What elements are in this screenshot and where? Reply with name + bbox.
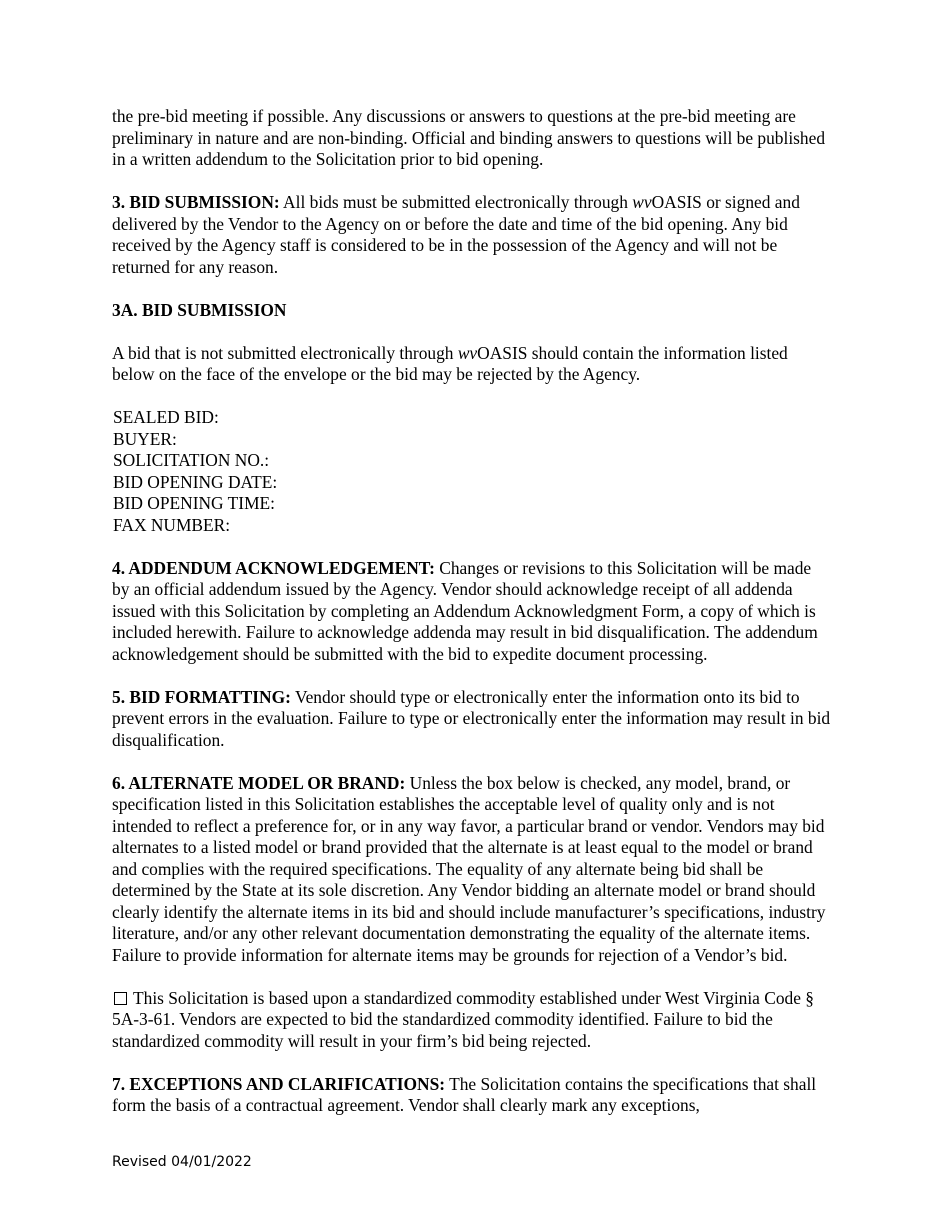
- standardized-commodity-text: This Solicitation is based upon a standardized commodity established under West Virginia Code § 5A-3-61. Vendors are expected to bid the standardized commodity identified. Failure to bid the standardized commodity will result in your firm’s bid being rejected.: [112, 987, 814, 1051]
- bid-submission-3a-heading: 3A. BID SUBMISSION: [112, 299, 287, 320]
- bid-formatting-section: [112, 687, 832, 752]
- bid-submission-3a-text-a: A bid that is not submitted electronically through: [112, 342, 458, 363]
- addendum-acknowledgement-text: Changes or revisions to this Solicitation will be made by an official addendum issued by the Agency. Vendor should acknowledge receipt of all addenda issued with this Solicitation by completing an Addendum Acknowledgment Form, a copy of which is included herewith. Failure to acknowledge addenda may result in bid disqualification. The addendum acknowledgement should be submitted with the bid to expedite document processing.: [112, 557, 818, 664]
- revised-date-footer: Revised 04/01/2022: [112, 1154, 252, 1170]
- bid-submission-section: [112, 192, 832, 278]
- exceptions-heading: 7. EXCEPTIONS AND CLARIFICATIONS:: [112, 1073, 446, 1094]
- alternate-model-text: Unless the box below is checked, any model, brand, or specification listed in this Solicitation establishes the acceptable level of quality only and is not intended to reflect a preference for, or in any way favor, a particular brand or vendor. Vendors may bid alternates to a listed model or brand provided that the alternate is at least equal to the model or brand and complies with the required specifications. The equality of any alternate being bid shall be determined by the State at its sole discretion. Any Vendor bidding an alternate model or brand should clearly identify the alternate items in its bid and should include manufacturer’s specifications, industry literature, and/or any other relevant documentation demonstrating the equality of the alternate items. Failure to provide information for alternate items may be grounds for rejection of a Vendor’s bid.: [112, 772, 826, 965]
- document-page: [112, 106, 832, 1138]
- bid-submission-text-b: OASIS or signed and delivered by the Vendor to the Agency on or before the date and time of the bid opening. Any bid received by the Agency staff is considered to be in the possession of the Agency and will not be returned for any reason.: [112, 192, 800, 277]
- bid-formatting-text: Vendor should type or electronically enter the information onto its bid to prevent errors in the evaluation. Failure to type or electronically enter the information may result in bid disqualification.: [112, 686, 831, 750]
- bid-submission-3a-text-b: OASIS should contain the information listed below on the face of the envelope or the bid may be rejected by the Agency.: [112, 342, 788, 384]
- field-sealed-bid: SEALED BID:: [113, 407, 219, 427]
- field-fax-number: FAX NUMBER:: [113, 514, 231, 535]
- bid-submission-3a-wv: wv: [457, 342, 478, 363]
- exceptions-text: The Solicitation contains the specifications that shall form the basis of a contractual agreement. Vendor shall clearly mark any exceptions,: [112, 1073, 817, 1115]
- addendum-acknowledgement-heading: 4. ADDENDUM ACKNOWLEDGEMENT:: [112, 557, 435, 578]
- exceptions-section: [112, 1074, 832, 1117]
- bid-submission-3a-paragraph: [112, 343, 832, 386]
- intro-text: the pre-bid meeting if possible. Any discussions or answers to questions at the pre-bid meeting are preliminary in nature and are non-binding. Official and binding answers to questions will be published in a written addendum to the Solicitation prior to bid opening.: [112, 106, 826, 169]
- alternate-model-heading: 6. ALTERNATE MODEL OR BRAND:: [112, 772, 406, 793]
- intro-paragraph: [112, 106, 832, 171]
- bid-submission-heading: 3. BID SUBMISSION:: [112, 192, 280, 212]
- alternate-model-section: [112, 773, 832, 967]
- bid-formatting-heading: 5. BID FORMATTING:: [112, 686, 291, 707]
- field-bid-opening-time: BID OPENING TIME:: [113, 493, 275, 513]
- field-buyer: BUYER:: [113, 428, 177, 449]
- addendum-acknowledgement-section: [112, 558, 832, 666]
- field-solicitation-no: SOLICITATION NO.:: [113, 450, 270, 470]
- field-bid-opening-date: BID OPENING DATE:: [113, 471, 278, 492]
- bid-submission-wv: wv: [632, 192, 652, 212]
- standardized-commodity-paragraph: [112, 988, 832, 1053]
- envelope-fields-list: [113, 407, 832, 536]
- bid-submission-text-a: All bids must be submitted electronically through: [279, 192, 633, 212]
- standardized-commodity-checkbox[interactable]: [114, 992, 127, 1005]
